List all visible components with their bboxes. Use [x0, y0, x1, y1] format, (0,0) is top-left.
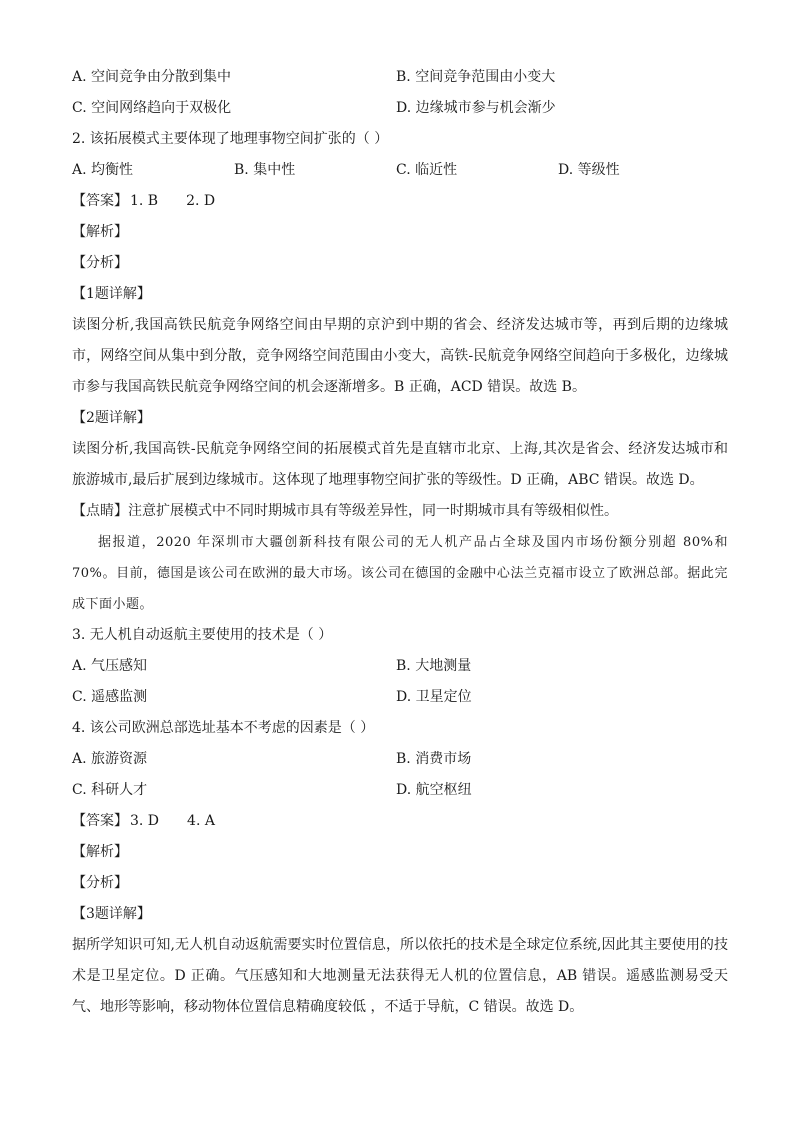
detail-1-text: 读图分析,我国高铁民航竞争网络空间由早期的京沪到中期的省会、经济发达城市等，再到后期的边缘城市，网络空间从集中到分散，竞争网络空间范围由小变大，高铁-民航竞争网络空间趋向于多极化，边缘城市参与我国高铁民航竞争网络空间的机会逐渐增多。B 正确，ACD 错误。故选 B。	[72, 317, 728, 395]
q1-options-row-1	[72, 62, 728, 93]
q4-option-c: C. 科研人才	[72, 782, 148, 798]
answer-value-2: 2. D	[186, 193, 216, 209]
q1-options-row-2	[72, 93, 728, 124]
q2-option-a: A. 均衡性	[72, 162, 134, 178]
answer-line-2	[72, 806, 728, 837]
detail-3-heading: 【3题详解】	[72, 906, 151, 922]
document-page	[72, 62, 728, 1023]
jiexi-heading-1: 【解析】	[72, 224, 128, 240]
q3-options-row-1	[72, 651, 728, 682]
q4-option-b: B. 消费市场	[396, 751, 472, 767]
dianjing-tag: 【点睛】	[72, 503, 128, 519]
dianjing-line	[72, 496, 728, 527]
answer-value-4: 4. A	[187, 813, 215, 829]
q3-stem: 3. 无人机自动返航主要使用的技术是（ ）	[72, 627, 333, 643]
detail-3-text: 据所学知识可知,无人机自动返航需要实时位置信息，所以依托的技术是全球定位系统,因此其主要使用的技术是卫星定位。D 正确。气压感知和大地测量无法获得无人机的位置信息，AB 错误。遥感监测易受天气、地形等影响，移动物体位置信息精确度较低 ，不适于导航，C 错误。故选 D。	[72, 937, 728, 1015]
q3-option-b: B. 大地测量	[396, 658, 472, 674]
answer-value-1: 1. B	[130, 193, 159, 209]
q1-option-a: A. 空间竞争由分散到集中	[72, 69, 232, 85]
detail-1-heading: 【1题详解】	[72, 286, 151, 302]
detail-2-heading: 【2题详解】	[72, 410, 151, 426]
dianjing-text: 注意扩展模式中不同时期城市具有等级差异性，同一时期城市具有等级相似性。	[128, 503, 618, 519]
q2-option-d: D. 等级性	[558, 162, 620, 178]
q4-option-a: A. 旅游资源	[72, 751, 148, 767]
fenxi-heading-1: 【分析】	[72, 255, 128, 271]
q2-stem: 2. 该拓展模式主要体现了地理事物空间扩张的（ ）	[72, 131, 389, 147]
jiexi-heading-2: 【解析】	[72, 844, 128, 860]
q3-options-row-2	[72, 682, 728, 713]
q3-option-d: D. 卫星定位	[396, 689, 472, 705]
q1-option-c: C. 空间网络趋向于双极化	[72, 100, 232, 116]
detail-2-text: 读图分析,我国高铁-民航竞争网络空间的拓展模式首先是直辖市北京、上海,其次是省会、经济发达城市和旅游城市,最后扩展到边缘城市。这体现了地理事物空间扩张的等级性。D 正确，ABC 错误。故选 D。	[72, 441, 728, 488]
q1-option-b: B. 空间竞争范围由小变大	[396, 69, 556, 85]
q4-options-row-2	[72, 775, 728, 806]
q3-option-c: C. 遥感监测	[72, 689, 148, 705]
q2-option-c: C. 临近性	[396, 162, 458, 178]
q2-option-b: B. 集中性	[234, 162, 296, 178]
answer-line-1	[72, 186, 728, 217]
answer-tag: 【答案】	[72, 193, 128, 209]
q4-options-row-1	[72, 744, 728, 775]
q4-option-d: D. 航空枢纽	[396, 782, 472, 798]
q3-option-a: A. 气压感知	[72, 658, 148, 674]
answer-value-3: 3. D	[130, 813, 160, 829]
q4-stem: 4. 该公司欧洲总部选址基本不考虑的因素是（ ）	[72, 720, 375, 736]
q2-options-row	[72, 155, 728, 186]
fenxi-heading-2: 【分析】	[72, 875, 128, 891]
q1-option-d: D. 边缘城市参与机会渐少	[396, 100, 556, 116]
answer-tag-2: 【答案】	[72, 813, 128, 829]
material-passage: 据报道，2020 年深圳市大疆创新科技有限公司的无人机产品占全球及国内市场份额分别超 80%和 70%。目前，德国是该公司在欧洲的最大市场。该公司在德国的金融中心法兰克福市设立了欧洲总部。据此完成下面小题。	[72, 535, 728, 612]
